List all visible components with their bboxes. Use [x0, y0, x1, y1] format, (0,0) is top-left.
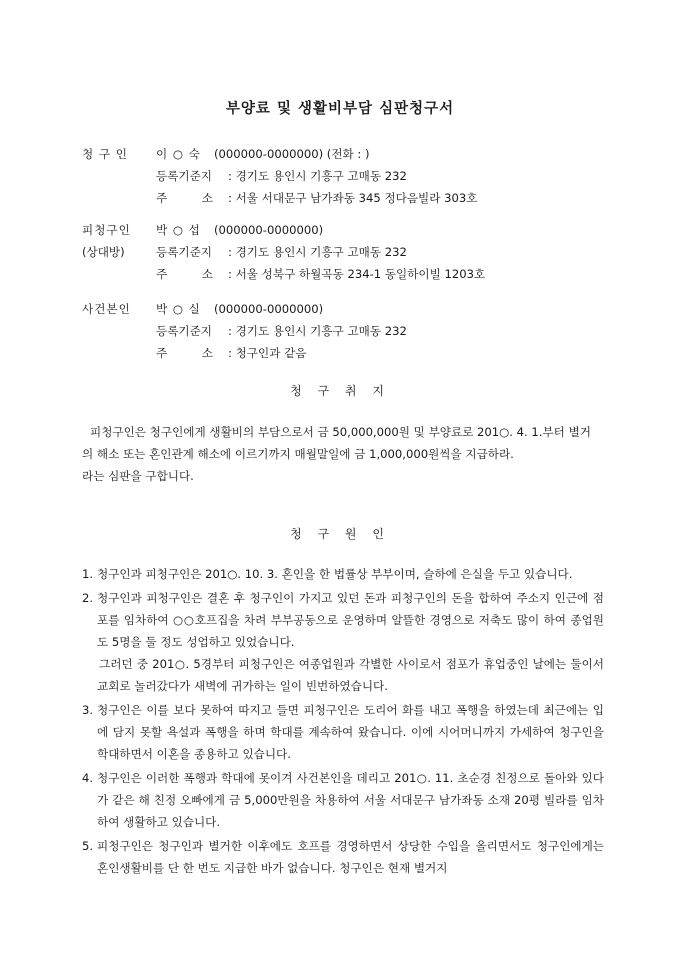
party-id: (000000-0000000) (전화 : ) — [214, 147, 370, 161]
party-subject — [82, 298, 622, 364]
item-number: 3. — [82, 703, 94, 717]
party-respondent — [82, 219, 622, 285]
party-id: (000000-0000000) — [214, 223, 324, 237]
item-number: 2. — [82, 591, 94, 605]
party-role: 사건본인 — [82, 302, 131, 316]
registry-label: 등록기준지 — [156, 245, 212, 259]
list-item — [82, 767, 604, 833]
item-number: 4. — [82, 771, 94, 785]
list-item — [82, 587, 604, 697]
address-label: 주 소 — [156, 267, 213, 281]
address-label: 주 소 — [156, 191, 213, 205]
registry-label: 등록기준지 — [156, 324, 212, 338]
item-number: 5. — [82, 839, 94, 853]
item-text: 청구인과 피청구인은 201○. 10. 3. 혼인을 한 법률상 부부이며, 슬하에 은실을 두고 있습니다. — [97, 567, 573, 581]
page-title: 부양료 및 생활비부담 심판청구서 — [225, 101, 455, 117]
registry-value: : 경기도 용인시 기흥구 고매동 232 — [228, 245, 407, 259]
item-number: 1. — [82, 567, 94, 581]
party-name: 박 ○ 섭 — [156, 223, 201, 237]
party-claimant — [82, 143, 622, 209]
cause-list — [82, 563, 604, 881]
party-name: 이 ○ 숙 — [156, 147, 201, 161]
purpose-body: 피청구인은 청구인에게 생활비의 부담으로서 금 50,000,000원 및 부양료로 201○. 4. 1.부터 별거의 해소 또는 혼인관계 해소에 이르기까지 매월말일에 금 1,000,000원씩을 지급하라. — [82, 425, 591, 461]
item-text: 청구인과 피청구인은 결혼 후 청구인이 가지고 있던 돈과 피청구인의 돈을 합하여 주소지 인근에 점포를 임차하여 ○○호프집을 차려 부부공동으로 운영하며 알뜰한 경영으로 저축도 많이 하여 종업원도 5명을 둘 정도 성업하고 있었습니다. — [97, 591, 604, 649]
item-text: 피청구인은 청구인과 별거한 이후에도 호프를 경영하면서 상당한 수입을 올리면서도 청구인에게는 혼인생활비를 단 한 번도 지급한 바가 없습니다. 청구인은 현재 별거지 — [97, 839, 604, 875]
item-text: 청구인은 이러한 폭행과 학대에 못이겨 사건본인을 데리고 201○. 11. 초순경 친정으로 돌아와 있다가 같은 해 친정 오빠에게 금 5,000만원을 차용하여 서울 서대문구 남가좌동 소재 20평 빌라를 임차하여 생활하고 있습니다. — [97, 771, 604, 829]
address-value: : 서울 서대문구 남가좌동 345 정다음빌라 303호 — [228, 191, 478, 205]
registry-value: : 경기도 용인시 기흥구 고매동 232 — [228, 169, 407, 183]
address-label: 주 소 — [156, 346, 213, 360]
list-item — [82, 563, 604, 585]
address-value: : 청구인과 같음 — [228, 346, 307, 360]
party-name: 박 ○ 실 — [156, 302, 201, 316]
party-role: 청 구 인 — [82, 147, 128, 161]
purpose-section — [82, 421, 602, 487]
cause-heading: 청 구 원 인 — [290, 527, 390, 541]
address-value: : 서울 성북구 하월곡동 234-1 동일하이빌 1203호 — [228, 267, 486, 281]
party-role: 피청구인 — [82, 223, 131, 237]
registry-value: : 경기도 용인시 기흥구 고매동 232 — [228, 324, 407, 338]
item-text: 그러던 중 201○. 5경부터 피청구인은 여종업원과 각별한 사이로서 점포가 휴업중인 날에는 둘이서 교회로 놀러갔다가 새벽에 귀가하는 일이 빈번하였습니다. — [97, 657, 604, 693]
registry-label: 등록기준지 — [156, 169, 212, 183]
item-text: 청구인은 이를 보다 못하여 따지고 들면 피청구인은 도리어 화를 내고 폭행을 하였는데 최근에는 입에 담지 못할 욕설과 폭행을 하며 학대를 계속하여 왔습니다. 이에 시어머니까지 가세하여 청구인을 학대하면서 이혼을 종용하고 있습니다. — [97, 703, 604, 761]
list-item — [82, 835, 604, 879]
list-item — [82, 699, 604, 765]
purpose-heading: 청 구 취 지 — [290, 384, 390, 398]
party-id: (000000-0000000) — [214, 302, 324, 316]
party-role-sub: (상대방) — [82, 245, 125, 259]
purpose-closing: 라는 심판을 구합니다. — [82, 469, 194, 483]
